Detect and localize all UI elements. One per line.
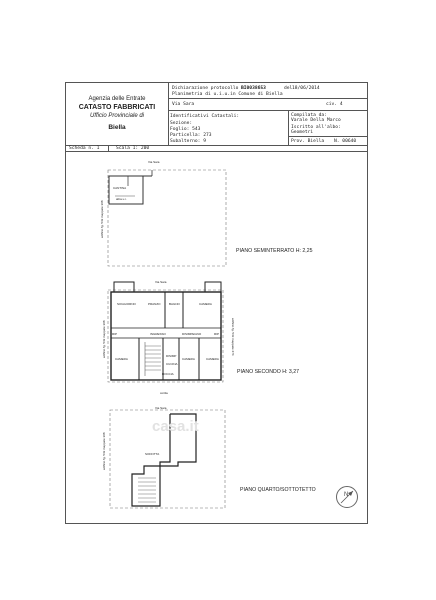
compilata-name: Varale Della Marco (291, 118, 341, 123)
ufficio-label: Ufficio Provinciale di (89, 113, 145, 119)
ids-title: Identificativi Catastali: (170, 114, 240, 119)
north-arrow-icon (336, 486, 358, 508)
room-bagno: BAGNO (169, 302, 180, 306)
foglio: Foglio: 543 (170, 127, 201, 132)
building-ref-right: edificio fg. 543 mappale 274 (231, 318, 235, 356)
plan-label-quarto: PIANO QUARTO/SOTTOTETTO (240, 487, 316, 493)
building-ref-left-3: edificio fg. 543 mappale 308 (102, 432, 106, 470)
room-rip-1: RIP (112, 332, 118, 336)
room-ingresso: INGRESSO (150, 332, 166, 336)
header-divider (288, 136, 368, 137)
protocol-label: Dichiarazione protocollo n. (172, 86, 247, 91)
scheda-number: Scheda n. 1 (69, 146, 100, 151)
building-ref-left: edificio fg. 543 mappale 308 (100, 200, 104, 238)
room-camera-3: CAMERA (182, 357, 195, 361)
room-camera-2: CAMERA (115, 357, 128, 361)
north-label: N (344, 492, 349, 498)
protocol-number: BI0038653 (241, 86, 266, 91)
room-disimp: DISIMP (166, 354, 177, 358)
iscritto-value: Geometri (291, 130, 314, 135)
room-camera-1: CAMERA (199, 302, 212, 306)
room-doccia: DOCCIA (162, 372, 174, 376)
room-disimpegno: DISIMPEGNO (182, 332, 202, 336)
protocol-date-label: del (284, 86, 293, 91)
room-pranzo: PRANZO (148, 302, 161, 306)
room-soggiorno: SOGGIORNO (117, 302, 136, 306)
room-cucina: CUCINA (166, 362, 178, 366)
strip-divider (108, 145, 109, 151)
plan-seminterrato (100, 162, 230, 270)
room-rip-2: RIP (214, 332, 220, 336)
protocol-date: 18/06/2014 (292, 86, 320, 91)
agency-name: Agenzia delle Entrate (88, 96, 146, 102)
room-soffitta: SOFFITTA (145, 452, 160, 456)
catasto-title: CATASTO FABBRICATI (78, 104, 156, 111)
room-cantina: CANTINA (113, 186, 127, 190)
plan-label-seminterrato: PIANO SEMINTERRATO H: 2,25 (236, 248, 313, 254)
header-divider (168, 110, 368, 111)
header-bottom-line (66, 145, 368, 146)
subalterno: Subalterno: 9 (170, 139, 206, 144)
address: Via Sara (172, 102, 195, 107)
iscritto-label: Iscritto all'albo: (291, 125, 341, 130)
watermark-text: casa.it (152, 418, 199, 435)
civic-number: civ. 4 (326, 102, 343, 107)
registration-number: N. 00640 (334, 139, 357, 144)
city-name: Biella (108, 124, 126, 131)
street-label-top: Via Sara (148, 160, 160, 164)
street-label-quarto: Via Sara (155, 406, 167, 410)
building-ref-left-2: edificio fg. 543 mappale 308 (102, 320, 106, 358)
header-divider (288, 110, 289, 145)
province: Prov. Biella (291, 139, 325, 144)
strip-bottom-line (66, 151, 368, 152)
header-divider (168, 98, 368, 99)
courtyard-label: cortile (160, 391, 169, 395)
altra-ui-label: altra u.i. (116, 197, 127, 201)
plan-label-secondo: PIANO SECONDO H: 3,27 (237, 369, 299, 375)
office-block (66, 83, 169, 145)
planimetria-text: Planimetria di u.i.u.in Comune di Biella (172, 92, 283, 97)
particella: Particella: 273 (170, 133, 212, 138)
compilata-label: Compilata da: (291, 113, 327, 118)
sezione: Sezione: (170, 121, 193, 126)
room-camera-4: CAMERA (206, 357, 219, 361)
scale: Scala 1: 200 (116, 146, 150, 151)
street-label-secondo: Via Sara (155, 280, 167, 284)
